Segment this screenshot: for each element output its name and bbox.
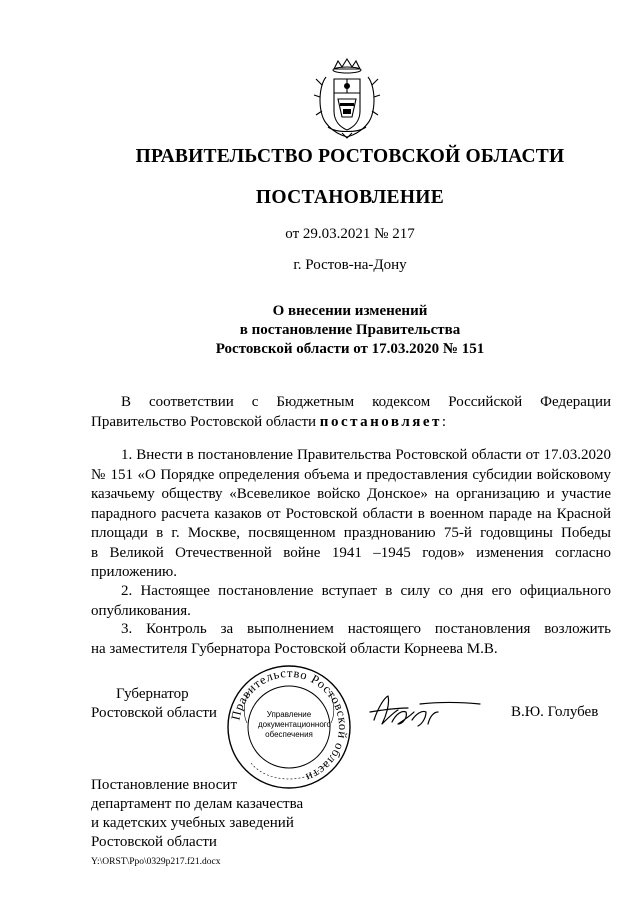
note-line: Постановление вносит (91, 777, 238, 793)
document-city: г. Ростов-на-Дону (293, 257, 407, 273)
seal-center-line: документационного (258, 720, 331, 729)
subject-line: О внесении изменений (272, 303, 428, 319)
clause-line: в Великой Отечественной войне 1941 –1945 годов» изменения согласно (91, 544, 611, 561)
clause-line: казачьему обществу «Всевеликое войско Донское» на организацию и участие (91, 486, 611, 502)
rostov-oblast-coat-of-arms-icon (312, 57, 382, 139)
clause-3 (91, 620, 611, 659)
signer-position-line: Ростовской области (91, 705, 217, 721)
handwritten-signature (368, 690, 483, 734)
originator-note (91, 776, 303, 852)
clause-line: приложению. (91, 564, 178, 580)
document-subject (0, 302, 640, 359)
note-line: Ростовской области (91, 834, 217, 850)
preamble (91, 393, 611, 432)
preamble-verb: постановляет (319, 413, 442, 430)
seal-ring-text: Правительство Ростовской области (228, 665, 351, 785)
clause-line: опубликования. (91, 602, 191, 619)
preamble-subject: Правительство Ростовской области (91, 413, 317, 430)
document-type: ПОСТАНОВЛЕНИЕ (255, 187, 445, 208)
preamble-line: В соответствии с Бюджетным кодексом Российской Федерации (121, 394, 611, 410)
note-line: департамент по делам казачества (91, 796, 304, 812)
clause-line: парадного расчета казаков от Ростовской области в военном параде на Красной (91, 505, 611, 522)
clause-line: площади в г. Москве, посвященном празднованию 75-й годовщины Победы (91, 525, 611, 541)
document-date-number: от 29.03.2021 № 217 (285, 226, 415, 242)
preamble-colon: : (441, 413, 447, 430)
seal-center-text (258, 710, 331, 740)
subject-line: в постановление Правительства (239, 322, 461, 338)
clause-line: 2. Настоящее постановление вступает в силу со дня его официального (121, 583, 611, 599)
government-title: ПРАВИТЕЛЬСТВО РОСТОВСКОЙ ОБЛАСТИ (135, 146, 565, 167)
clause-line: 3. Контроль за выполнением настоящего постановления возложить (121, 621, 611, 637)
seal-center-line: обеспечения (265, 730, 313, 739)
clause-line: на заместителя Губернатора Ростовской области Корнеева М.В. (91, 640, 498, 657)
preamble-line (91, 413, 611, 433)
clause-line: № 151 «О Порядке определения объема и предоставления субсидии войсковому (91, 466, 611, 483)
signer-name: В.Ю. Голубев (511, 704, 599, 720)
seal-center-line: Управление (266, 710, 312, 719)
clause-1 (91, 446, 611, 583)
clause-2 (91, 582, 611, 621)
signer-position-line: Губернатор (116, 686, 189, 702)
file-path: Y:\ORST\Ppo\0329p217.f21.docx (91, 857, 221, 867)
clause-line: 1. Внести в постановление Правительства Ростовской области от 17.03.2020 (121, 447, 611, 463)
note-line: и кадетских учебных заведений (91, 815, 294, 831)
subject-line: Ростовской области от 17.03.2020 № 151 (215, 341, 485, 357)
